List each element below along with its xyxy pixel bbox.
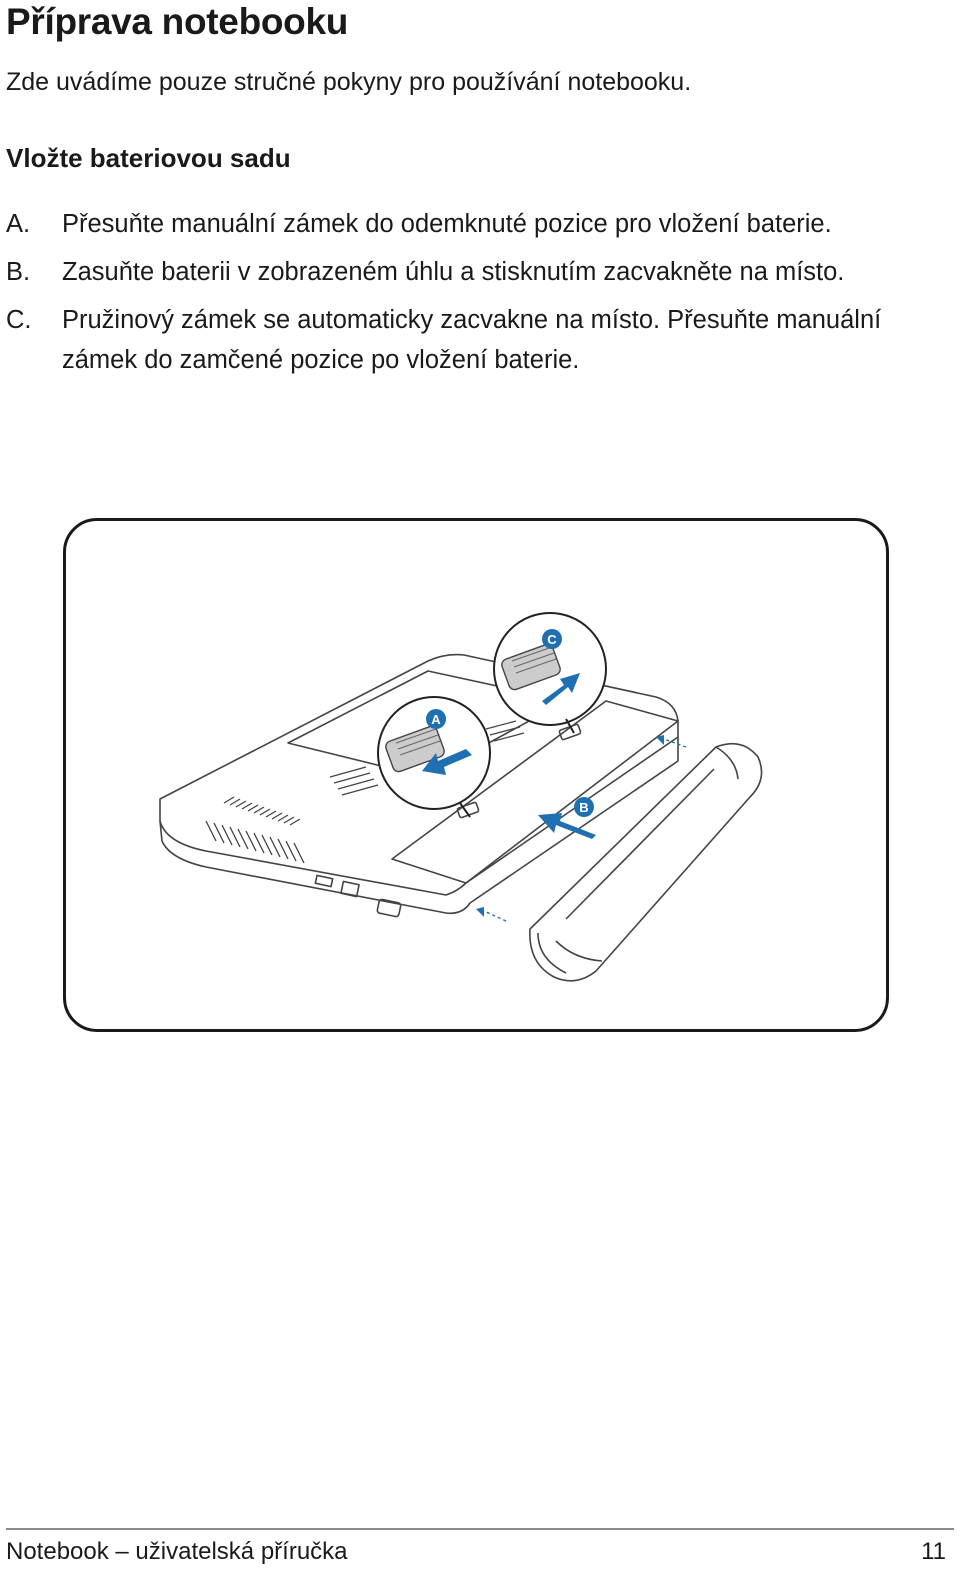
badge-b-label: B [579, 800, 589, 815]
battery-pack [530, 744, 762, 981]
port-usb [315, 875, 332, 886]
step-marker: B. [6, 258, 31, 286]
step-text: Pružinový zámek se automaticky zacvakne na místo. Přesuňte manuální zámek do zamčené pozice po vložení baterie. [62, 306, 882, 374]
footer-page-number: 11 [921, 1538, 946, 1565]
section-heading: Vložte bateriovou sadu [6, 143, 291, 173]
footer-divider [6, 1528, 954, 1530]
step-marker: A. [6, 210, 31, 238]
step-b [6, 252, 906, 292]
step-c [6, 300, 906, 380]
badge-a-label: A [431, 712, 441, 727]
battery-illustration-frame [63, 518, 889, 1032]
step-a [6, 204, 906, 244]
port-vga [377, 899, 401, 917]
step-text: Zasuňte baterii v zobrazeném úhlu a stisknutím zacvakněte na místo. [62, 258, 845, 286]
battery-insertion-illustration [66, 521, 886, 1029]
footer-manual-title: Notebook – uživatelská příručka [6, 1538, 348, 1565]
step-marker: C. [6, 306, 32, 334]
intro-paragraph: Zde uvádíme pouze stručné pokyny pro používání notebooku. [6, 68, 692, 96]
page-title: Příprava notebooku [6, 1, 349, 42]
badge-b [574, 797, 594, 817]
badge-c [542, 629, 562, 649]
badge-a [426, 709, 446, 729]
badge-c-label: C [547, 632, 557, 647]
arrow-insert-b [538, 813, 596, 839]
instruction-steps [6, 204, 906, 388]
step-text: Přesuňte manuální zámek do odemknuté pozice pro vložení baterie. [62, 210, 832, 238]
